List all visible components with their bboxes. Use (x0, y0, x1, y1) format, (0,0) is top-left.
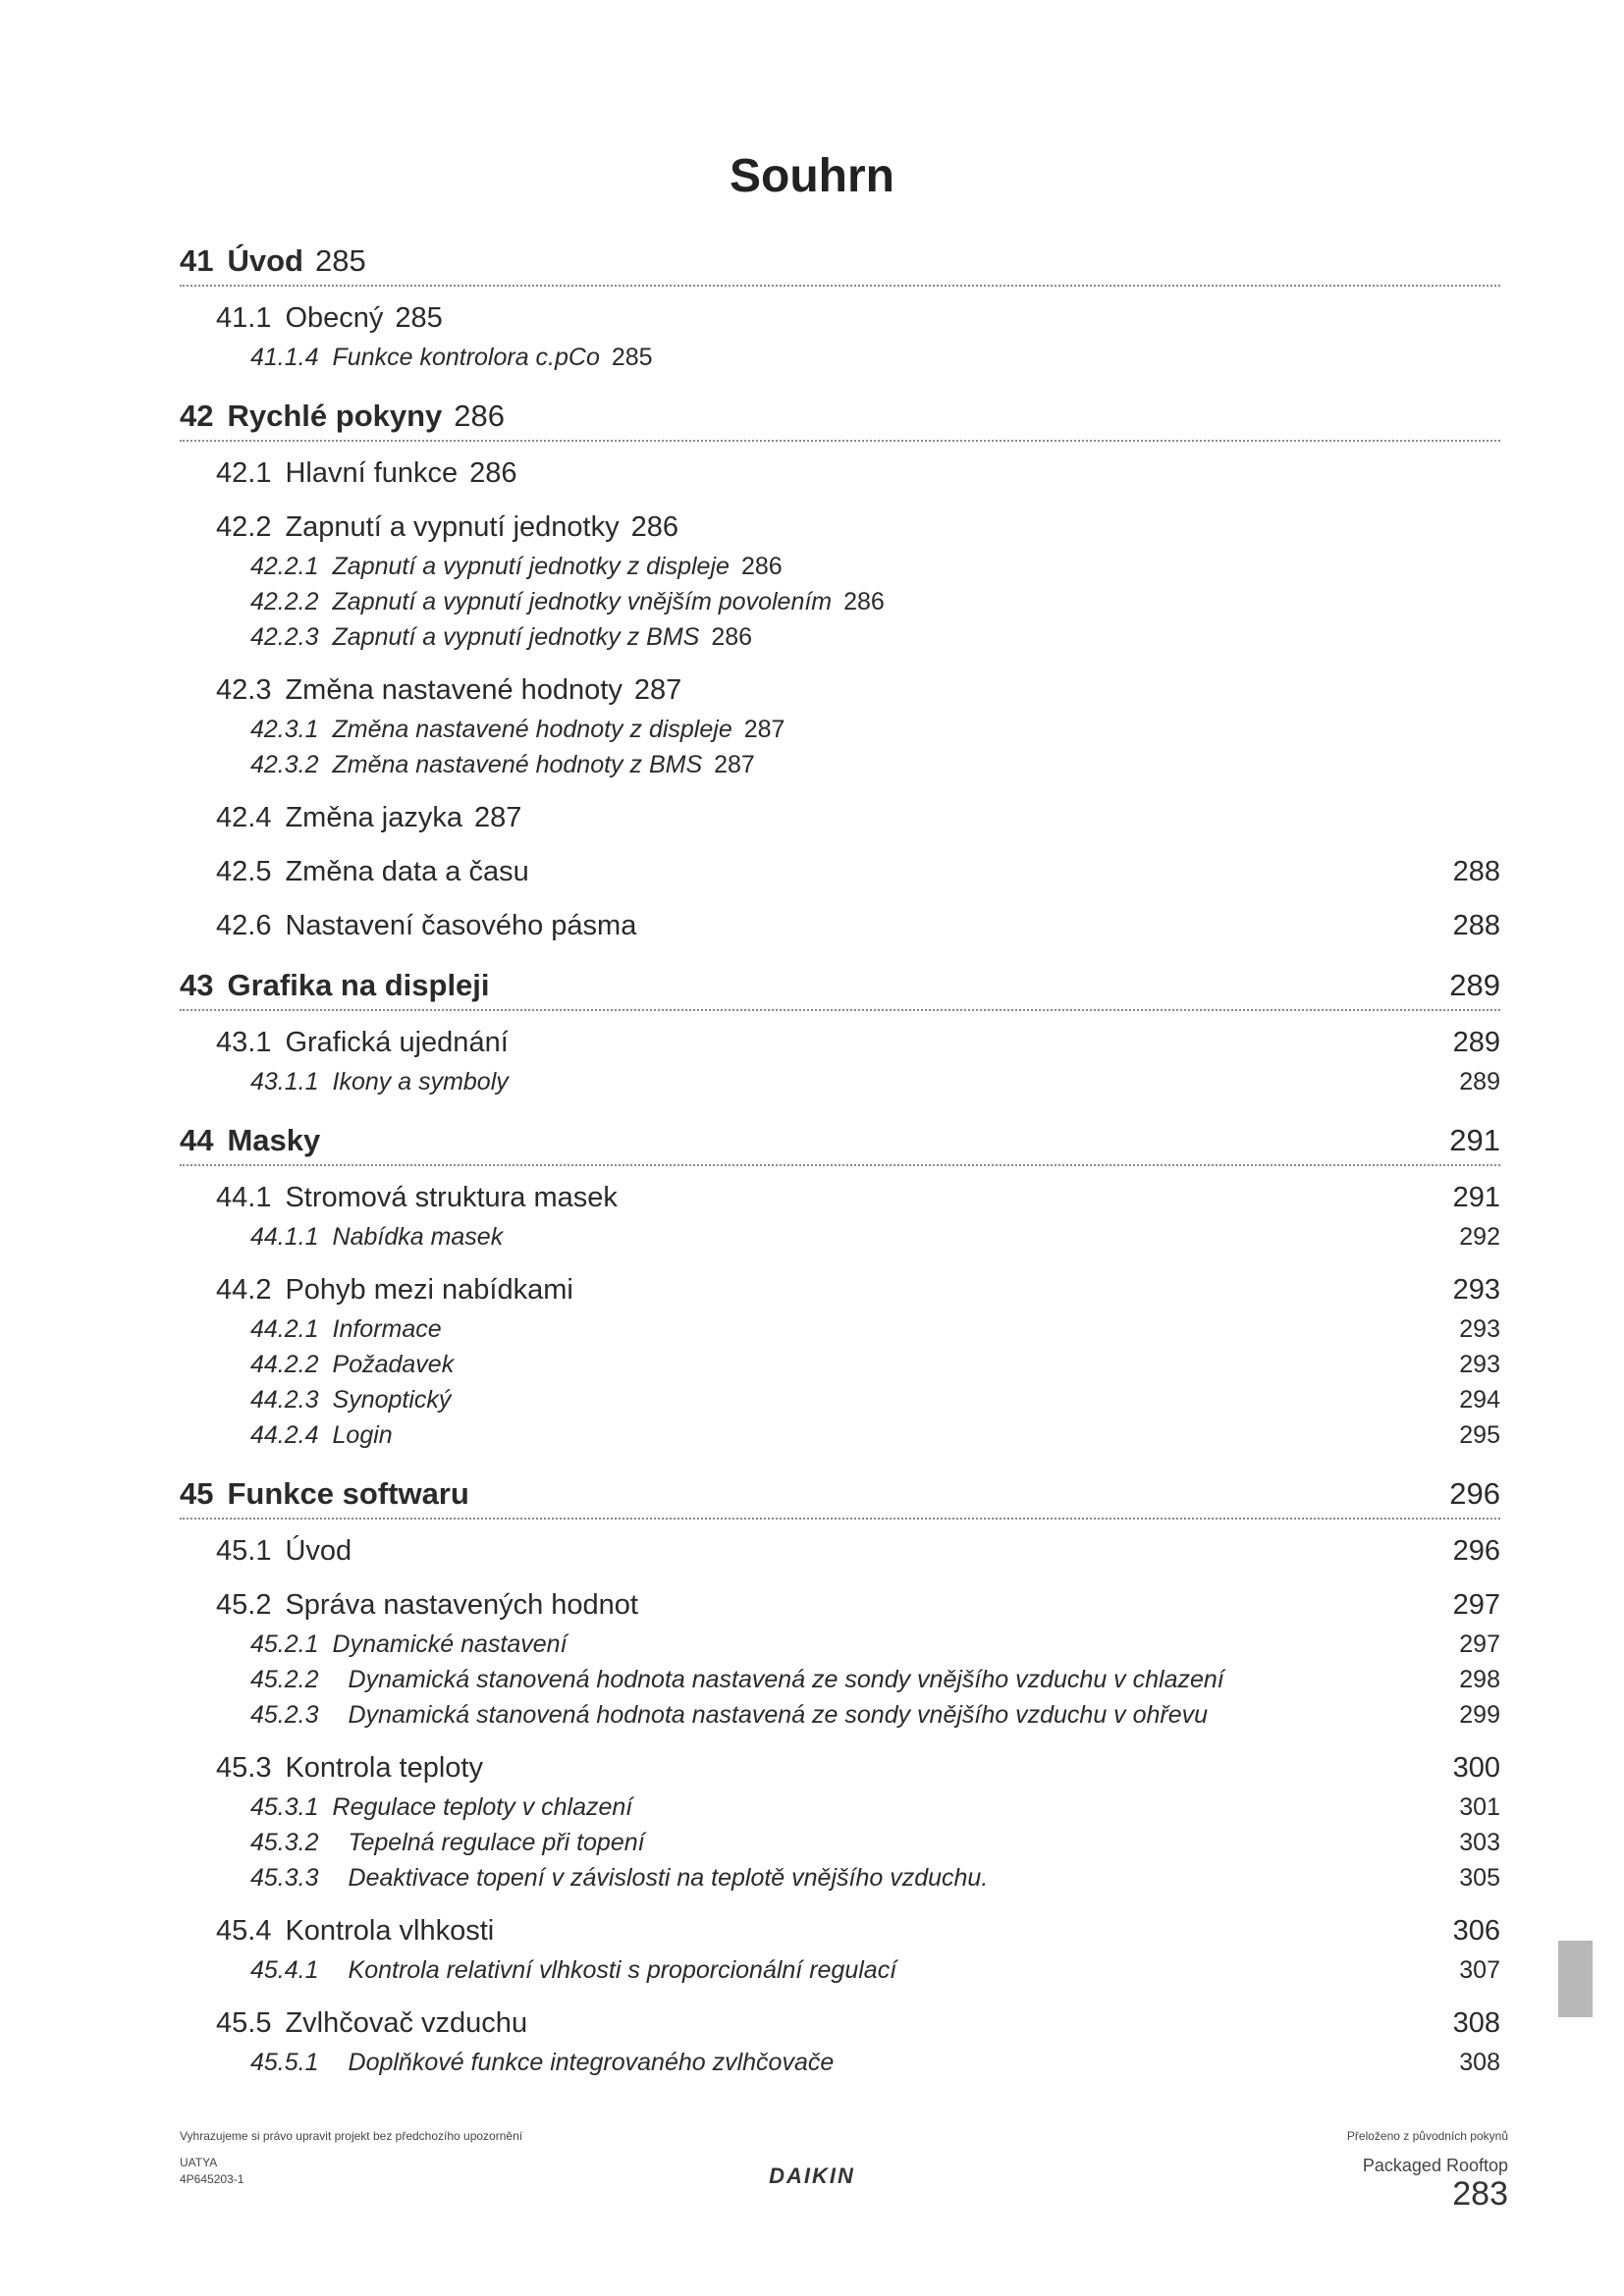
toc-subsection-42-1[interactable] (180, 457, 1500, 490)
entry-number: 42.2.2 (250, 588, 319, 615)
entry-title: Dynamická stanovená hodnota nastavená ze sondy vnějšího vzduchu v chlazení (348, 1666, 1224, 1693)
page-number: 298 (1459, 1666, 1500, 1693)
entry-number: 45.3.3 (250, 1864, 319, 1892)
page-number: 287 (473, 802, 522, 833)
subsection-title: Změna data a času (285, 856, 529, 887)
toc-entry-42-3-1[interactable] (180, 715, 1500, 745)
page-number: 297 (1452, 1589, 1500, 1621)
toc-subsection-42-3[interactable] (180, 674, 1500, 707)
subsection-title: Grafická ujednání (285, 1027, 509, 1058)
subsection-number: 45.5 (216, 2007, 272, 2039)
entry-number: 45.2.3 (250, 1701, 319, 1729)
toc-subsection-44-2[interactable] (180, 1274, 1500, 1307)
entry-number: 45.5.1 (250, 2049, 319, 2076)
page-number: 289 (1459, 1068, 1500, 1095)
toc-entry-45-2-3[interactable] (180, 1700, 1500, 1731)
page-number: 308 (1452, 2007, 1500, 2039)
entry-title: Dynamická stanovená hodnota nastavená ze sondy vnějšího vzduchu v ohřevu (348, 1701, 1209, 1729)
page-number: 287 (633, 674, 682, 706)
toc-entry-41-1-4[interactable] (180, 343, 1500, 373)
toc-entry-44-1-1[interactable] (180, 1222, 1500, 1253)
toc-entry-45-3-2[interactable] (180, 1828, 1500, 1858)
entry-title: Funkce kontrolora c.pCo (332, 344, 600, 371)
toc-section-45[interactable] (180, 1476, 1500, 1520)
page-number: 288 (1452, 910, 1500, 941)
entry-number: 45.3.1 (250, 1793, 319, 1821)
entry-title: Login (332, 1421, 393, 1449)
entry-title: Zapnutí a vypnutí jednotky z displeje (332, 553, 730, 580)
footer-doc-code: 4P645203-1 (180, 2172, 244, 2186)
subsection-title: Správa nastavených hodnot (285, 1589, 638, 1621)
entry-number: 41.1.4 (250, 344, 319, 371)
subsection-number: 42.2 (216, 511, 272, 543)
entry-number: 42.2.1 (250, 553, 319, 580)
toc-entry-42-3-2[interactable] (180, 750, 1500, 780)
page-number: 292 (1459, 1223, 1500, 1251)
page-number: 286 (454, 399, 506, 433)
entry-number: 44.2.1 (250, 1315, 319, 1343)
subsection-title: Stromová struktura masek (285, 1182, 618, 1213)
toc-entry-45-2-2[interactable] (180, 1665, 1500, 1695)
footer-model: UATYA (180, 2156, 218, 2169)
page-number: 307 (1459, 1956, 1500, 1984)
page-number: 286 (740, 553, 783, 580)
toc-section-43[interactable] (180, 968, 1500, 1011)
page-number: 293 (1452, 1274, 1500, 1306)
subsection-number: 45.4 (216, 1915, 272, 1947)
section-title: Grafika na displeji (227, 968, 490, 1002)
entry-title: Informace (332, 1315, 442, 1343)
section-number: 44 (180, 1123, 214, 1157)
entry-number: 44.2.2 (250, 1351, 319, 1378)
subsection-number: 43.1 (216, 1027, 272, 1058)
page-number: 287 (714, 751, 755, 778)
entry-number: 42.2.3 (250, 623, 319, 651)
subsection-title: Zapnutí a vypnutí jednotky (285, 511, 620, 543)
toc-section-44[interactable] (180, 1123, 1500, 1166)
toc-section-41[interactable] (180, 243, 1500, 287)
toc-entry-44-2-4[interactable] (180, 1420, 1500, 1451)
entry-title: Dynamické nastavení (332, 1630, 568, 1658)
page-number: 306 (1452, 1915, 1500, 1947)
table-of-contents (180, 243, 1500, 2078)
toc-subsection-42-6[interactable] (180, 910, 1500, 942)
subsection-title: Změna nastavené hodnoty (285, 674, 623, 706)
entry-number: 42.3.1 (250, 716, 319, 743)
section-number: 43 (180, 968, 214, 1002)
page-number: 296 (1449, 1476, 1500, 1511)
subsection-title: Kontrola vlhkosti (285, 1915, 495, 1947)
page-number: 305 (1459, 1864, 1500, 1892)
subsection-number: 42.4 (216, 802, 272, 833)
toc-entry-44-2-3[interactable] (180, 1385, 1500, 1415)
subsection-title: Obecný (285, 302, 384, 334)
entry-title: Nabídka masek (332, 1223, 504, 1251)
toc-subsection-45-1[interactable] (180, 1535, 1500, 1568)
entry-number: 44.2.4 (250, 1421, 319, 1449)
toc-subsection-42-2[interactable] (180, 511, 1500, 544)
toc-entry-45-3-3[interactable] (180, 1863, 1500, 1894)
page-number: 286 (843, 588, 885, 615)
page-number: 296 (1452, 1535, 1500, 1567)
brand-logo: DAIKIN (769, 2163, 855, 2188)
entry-title: Doplňkové funkce integrovaného zvlhčovače (348, 2049, 835, 2076)
toc-subsection-41-1[interactable] (180, 302, 1500, 335)
page-number: 301 (1459, 1793, 1500, 1821)
subsection-number: 41.1 (216, 302, 272, 334)
entry-number: 42.3.2 (250, 751, 319, 778)
page-number: 286 (630, 511, 678, 543)
entry-title: Zapnutí a vypnutí jednotky vnějším povolením (332, 588, 833, 615)
subsection-title: Hlavní funkce (285, 457, 459, 489)
page-number: 286 (469, 457, 517, 489)
toc-entry-45-4-1[interactable] (180, 1955, 1500, 1986)
toc-subsection-45-3[interactable] (180, 1752, 1500, 1785)
toc-entry-45-3-1[interactable] (180, 1792, 1500, 1823)
section-number: 42 (180, 399, 214, 433)
entry-title: Kontrola relativní vlhkosti s proporcionální regulací (348, 1956, 897, 1984)
section-number: 45 (180, 1476, 214, 1511)
subsection-title: Pohyb mezi nabídkami (285, 1274, 573, 1306)
entry-number: 45.2.1 (250, 1630, 319, 1658)
entry-title: Změna nastavené hodnoty z BMS (332, 751, 703, 778)
toc-section-42[interactable] (180, 399, 1500, 442)
entry-title: Synoptický (332, 1386, 452, 1414)
page-number: 294 (1459, 1386, 1500, 1414)
subsection-number: 45.1 (216, 1535, 272, 1567)
toc-entry-44-2-2[interactable] (180, 1350, 1500, 1380)
toc-subsection-43-1[interactable] (180, 1027, 1500, 1059)
footer-translation-note: Přeloženo z původních pokynů (1346, 2129, 1508, 2143)
page-number: 285 (611, 344, 653, 371)
subsection-number: 42.6 (216, 910, 272, 941)
page-number: 286 (711, 623, 753, 651)
page-title: Souhrn (730, 150, 894, 202)
subsection-number: 42.3 (216, 674, 272, 706)
subsection-number: 45.2 (216, 1589, 272, 1621)
subsection-number: 44.1 (216, 1182, 272, 1213)
entry-title: Deaktivace topení v závislosti na teplotě vnějšího vzduchu. (348, 1864, 989, 1892)
subsection-number: 42.5 (216, 856, 272, 887)
page-number: 299 (1459, 1701, 1500, 1729)
toc-entry-42-2-2[interactable] (180, 587, 1500, 617)
page-number: 297 (1459, 1630, 1500, 1658)
page-number: 300 (1452, 1752, 1500, 1784)
page-number: 303 (1459, 1829, 1500, 1856)
page-number: 288 (1452, 856, 1500, 887)
page-number: 287 (743, 716, 785, 743)
toc-subsection-45-4[interactable] (180, 1915, 1500, 1948)
chapter-tab-marker (1558, 1941, 1593, 2017)
entry-number: 43.1.1 (250, 1068, 319, 1095)
section-title: Masky (227, 1123, 321, 1157)
entry-title: Požadavek (332, 1351, 455, 1378)
subsection-title: Úvod (285, 1535, 352, 1567)
footer-right (1347, 2128, 1508, 2212)
section-title: Úvod (227, 243, 303, 278)
toc-entry-43-1-1[interactable] (180, 1067, 1500, 1097)
subsection-title: Změna jazyka (285, 802, 462, 833)
footer-product: Packaged Rooftop (1362, 2156, 1508, 2175)
subsection-number: 42.1 (216, 457, 272, 489)
entry-title: Tepelná regulace při topení (348, 1829, 645, 1856)
entry-title: Zapnutí a vypnutí jednotky z BMS (332, 623, 700, 651)
page-number: 285 (395, 302, 443, 334)
page-number: 293 (1459, 1315, 1500, 1343)
toc-subsection-42-5[interactable] (180, 856, 1500, 888)
toc-entry-44-2-1[interactable] (180, 1314, 1500, 1345)
entry-title: Ikony a symboly (332, 1068, 509, 1095)
subsection-title: Zvlhčovač vzduchu (285, 2007, 528, 2039)
section-title: Funkce softwaru (227, 1476, 469, 1511)
footer-page-number: 283 (1452, 2175, 1508, 2213)
entry-number: 45.3.2 (250, 1829, 319, 1856)
entry-number: 44.1.1 (250, 1223, 319, 1251)
toc-entry-45-5-1[interactable] (180, 2048, 1500, 2078)
page-number: 289 (1449, 968, 1500, 1002)
subsection-title: Nastavení časového pásma (285, 910, 637, 941)
subsection-number: 45.3 (216, 1752, 272, 1784)
toc-entry-42-2-3[interactable] (180, 622, 1500, 653)
toc-subsection-44-1[interactable] (180, 1182, 1500, 1214)
entry-title: Regulace teploty v chlazení (332, 1793, 633, 1821)
page-number: 293 (1459, 1351, 1500, 1378)
entry-number: 44.2.3 (250, 1386, 319, 1414)
page-number: 308 (1459, 2049, 1500, 2076)
entry-title: Změna nastavené hodnoty z displeje (332, 716, 732, 743)
section-title: Rychlé pokyny (227, 399, 443, 433)
footer-disclaimer: Vyhrazujeme si právo upravit projekt bez předchozího upozornění (180, 2129, 523, 2143)
entry-number: 45.4.1 (250, 1956, 319, 1984)
toc-subsection-45-2[interactable] (180, 1589, 1500, 1622)
page-number: 295 (1459, 1421, 1500, 1449)
section-number: 41 (180, 243, 214, 278)
page-number: 285 (314, 243, 366, 278)
page-number: 291 (1449, 1123, 1500, 1157)
entry-number: 45.2.2 (250, 1666, 319, 1693)
toc-entry-45-2-1[interactable] (180, 1629, 1500, 1660)
toc-entry-42-2-1[interactable] (180, 552, 1500, 582)
page-number: 291 (1452, 1182, 1500, 1213)
subsection-title: Kontrola teploty (285, 1752, 483, 1784)
page-number: 289 (1452, 1027, 1500, 1058)
toc-subsection-45-5[interactable] (180, 2007, 1500, 2040)
toc-subsection-42-4[interactable] (180, 802, 1500, 834)
subsection-number: 44.2 (216, 1274, 272, 1306)
